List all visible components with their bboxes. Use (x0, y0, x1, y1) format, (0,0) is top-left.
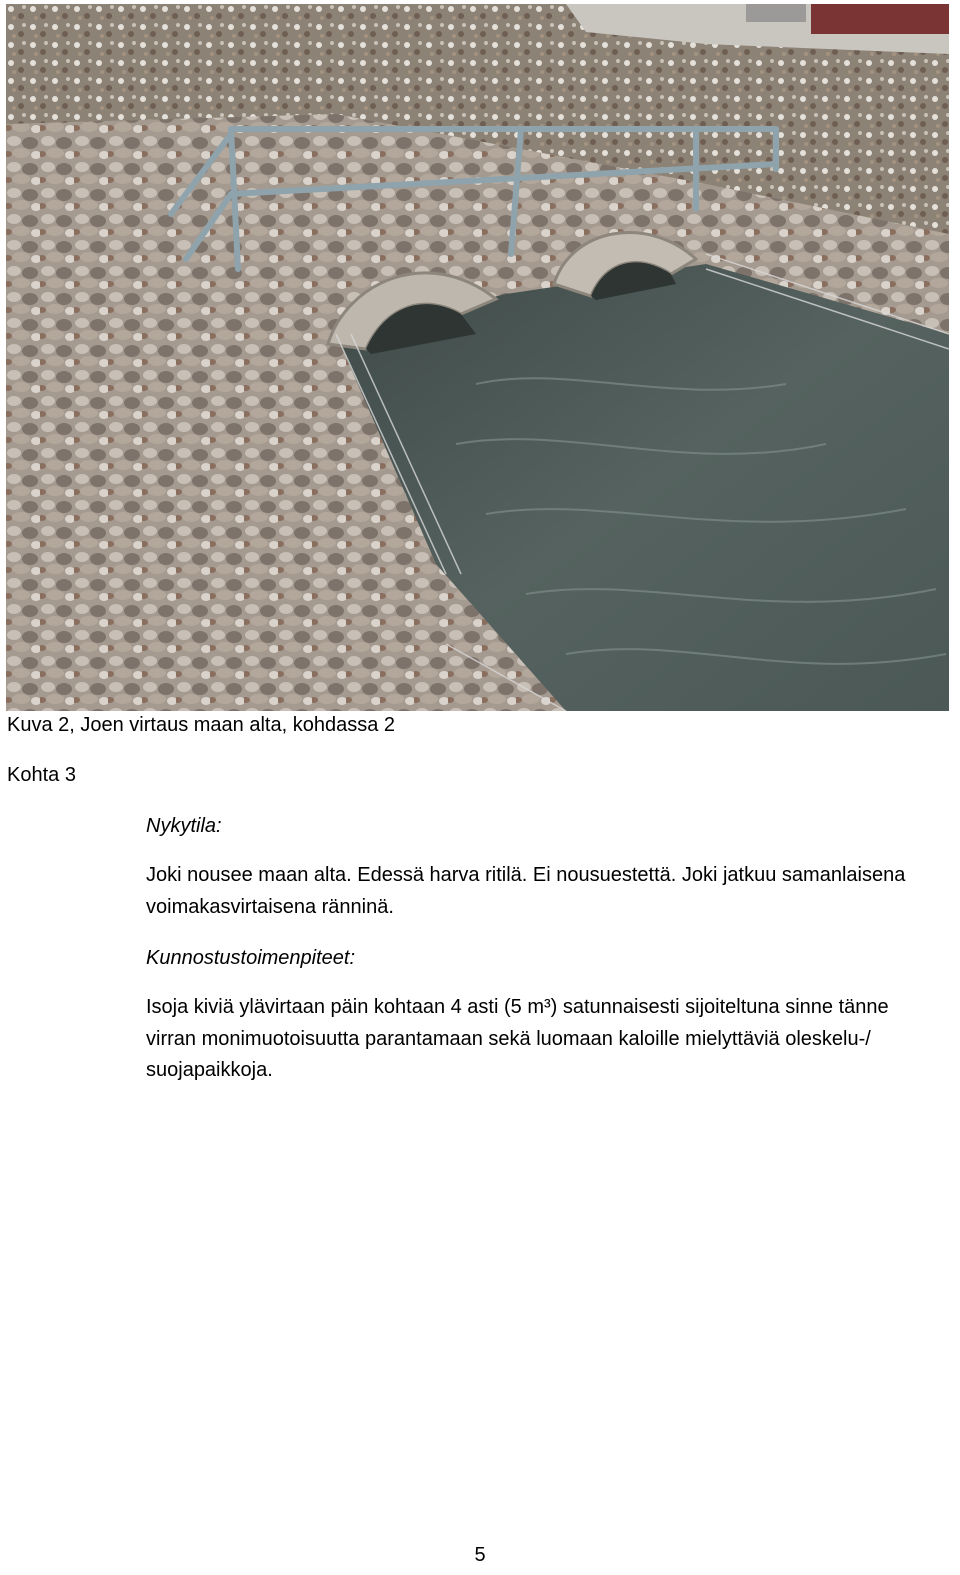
restoration-text: Isoja kiviä ylävirtaan päin kohtaan 4 asti (5 m³) satunnaisesti sijoiteltuna sinne tänne virran monimuotoisuutta parantamaan sekä luomaan kaloille mielyttäviä oleskelu-/ suojapaikkoja. (146, 996, 889, 1081)
figure-photo (6, 4, 949, 711)
current-state-text: Joki nousee maan alta. Edessä harva ritilä. Ei nousuestettä. Joki jatkuu samanlaisena voimakasvirtaisena ränninä. (146, 864, 906, 918)
page-number: 5 (474, 1544, 486, 1566)
figure-caption: Kuva 2, Joen virtaus maan alta, kohdassa 2 (7, 714, 396, 736)
section-title: Kohta 3 (7, 764, 76, 786)
restoration-label: Kunnostustoimenpiteet: (146, 947, 356, 969)
photo-culvert-stream (6, 4, 949, 711)
current-state-label: Nykytila: (146, 815, 222, 837)
